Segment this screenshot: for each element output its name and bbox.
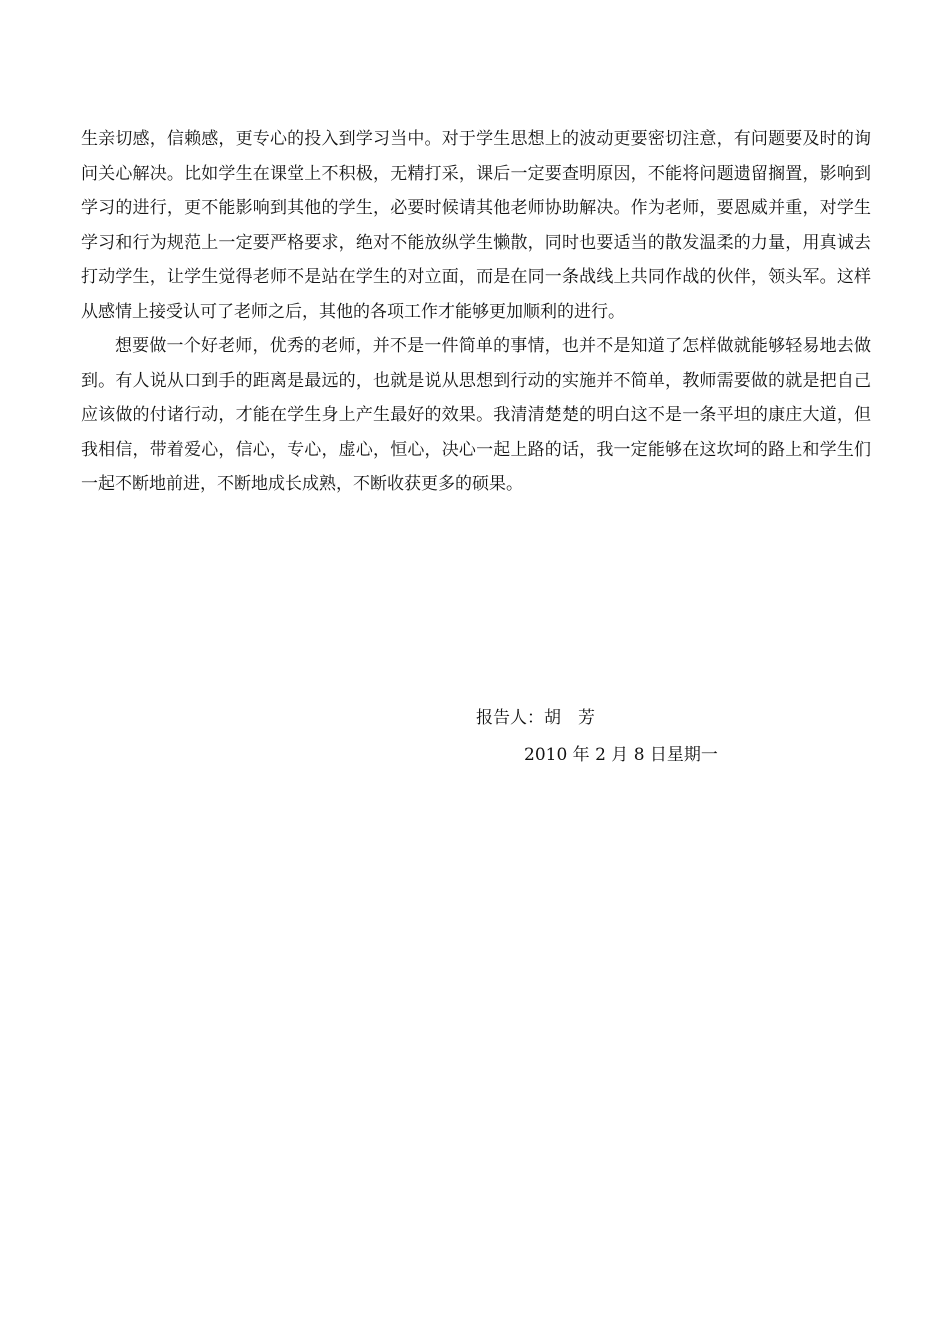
paragraph-1: 生亲切感，信赖感，更专心的投入到学习当中。对于学生思想上的波动更要密切注意，有问题要及时的询问关心解决。比如学生在课堂上不积极，无精打采，课后一定要查明原因，不能将问题遗留搁置，影响到学习的进行，更不能影响到其他的学生，必要时候请其他老师协助解决。作为老师，要恩威并重，对学生学习和行为规范上一定要严格要求，绝对不能放纵学生懒散，同时也要适当的散发温柔的力量，用真诚去打动学生，让学生觉得老师不是站在学生的对立面，而是在同一条战线上共同作战的伙伴，领头军。这样从感情上接受认可了老师之后，其他的各项工作才能够更加顺利的进行。: [81, 129, 871, 322]
paragraph-2: 想要做一个好老师，优秀的老师，并不是一件简单的事情，也并不是知道了怎样做就能够轻易地去做到。有人说从口到手的距离是最远的，也就是说从思想到行动的实施并不简单，教师需要做的就是把自己应该做的付诸行动，才能在学生身上产生最好的效果。我清清楚楚的明白这不是一条平坦的康庄大道，但我相信，带着爱心，信心，专心，虚心，恒心，决心一起上路的话，我一定能够在这坎坷的路上和学生们一起不断地前进，不断地成长成熟，不断收获更多的硕果。: [81, 336, 871, 494]
reporter-signature: 报告人：胡 芳: [476, 708, 595, 728]
report-body: [81, 122, 871, 502]
report-date: 2010 年 2 月 8 日星期一: [524, 745, 718, 765]
